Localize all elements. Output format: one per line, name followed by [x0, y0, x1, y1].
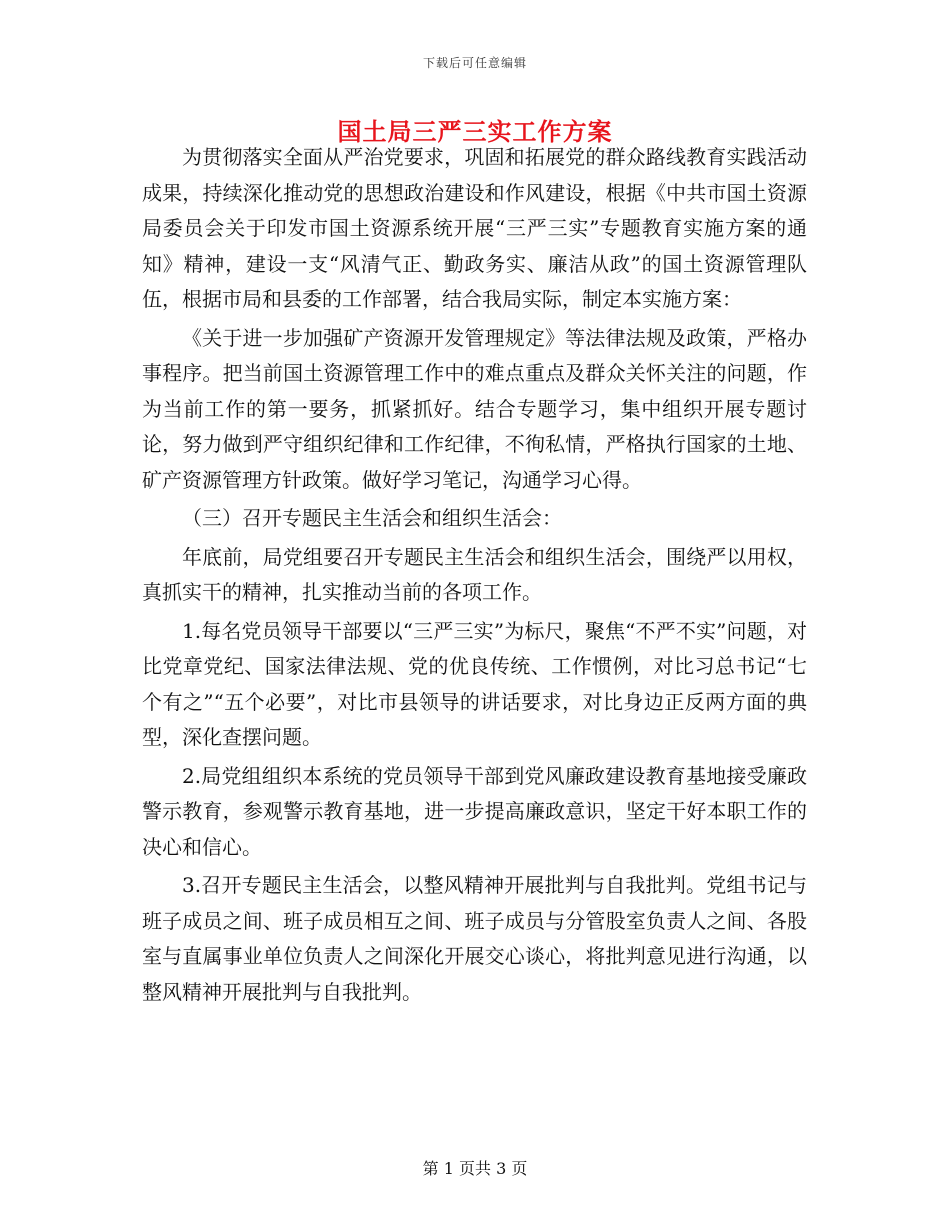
- paragraph-year-end: 年底前，局党组要召开专题民主生活会和组织生活会，围绕严以用权，真抓实干的精神，扎实推动当前的各项工作。: [142, 544, 807, 604]
- paragraph-regulations: 《关于进一步加强矿产资源开发管理规定》等法律法规及政策，严格办事程序。把当前国土资源管理工作中的难点重点及群众关怀关注的问题，作为当前工作的第一要务，抓紧抓好。结合专题学习，集中组织开展专题讨论，努力做到严守组织纪律和工作纪律，不徇私情，严格执行国家的土地、矿产资源管理方针政策。做好学习笔记，沟通学习心得。: [142, 325, 807, 492]
- page-number: 第 1 页共 3 页: [422, 1159, 528, 1178]
- paragraph-item-2: 2.局党组组织本系统的党员领导干部到党风廉政建设教育基地接受廉政警示教育，参观警示教育基地，进一步提高廉政意识，坚定干好本职工作的决心和信心。: [142, 763, 807, 859]
- page-header-note: 下载后可任意编辑: [422, 56, 527, 70]
- document-body: [142, 140, 807, 1013]
- section-heading-3: （三）召开专题民主生活会和组织生活会：: [182, 506, 562, 530]
- paragraph-intro: 为贯彻落实全面从严治党要求，巩固和拓展党的群众路线教育实践活动成果，持续深化推动党的思想政治建设和作风建设，根据《中共市国土资源局委员会关于印发市国土资源系统开展“三严三实”专题教育实施方案的通知》精神，建设一支“风清气正、勤政务实、廉洁从政”的国土资源管理队伍，根据市局和县委的工作部署，结合我局实际，制定本实施方案：: [142, 145, 807, 311]
- paragraph-item-1: 1.每名党员领导干部要以“三严三实”为标尺，聚焦“不严不实”问题，对比党章党纪、国家法律法规、党的优良传统、工作惯例，对比习总书记“七个有之”“五个必要”，对比市县领导的讲话要求，对比身边正反两方面的典型，深化查摆问题。: [142, 618, 807, 749]
- document-title: 国土局三严三实工作方案: [337, 117, 613, 146]
- paragraph-item-3: 3.召开专题民主生活会，以整风精神开展批判与自我批判。党组书记与班子成员之间、班子成员相互之间、班子成员与分管股室负责人之间、各股室与直属事业单位负责人之间深化开展交心谈心，将批判意见进行沟通，以整风精神开展批判与自我批判。: [142, 873, 807, 1004]
